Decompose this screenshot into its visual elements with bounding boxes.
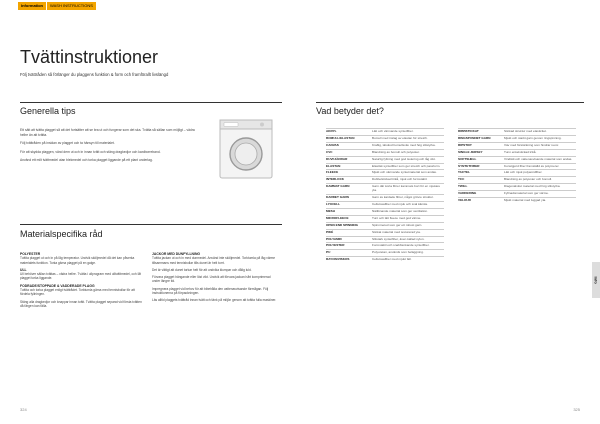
definition: Blandning av polyester och bomull. [504,177,552,182]
term: RAYON/VISKOS [326,257,350,262]
term: POLYAMID [326,236,342,241]
glossary-row [326,242,444,249]
glossary-row [458,135,576,142]
term: BOMULL/ELASTAN [326,135,355,140]
term: MICROFLEECE [326,215,349,220]
material-text: Stäng alla dragkedjor och knappar innan tvätt. Tvätta plagget separat vid första tvätten då färgen kan fälla. [20,299,142,308]
material-text: Läs alltid plaggets tvättråd innan tvätt och tänk på miljön genom att tvätta fulla maskiner. [152,298,277,303]
material-text: Tvätta plagget ut och in på låg temperatur. Undvik sköljmedel då det kan påverka materialets funktion. Torka gärna plagget på en galge. [20,256,135,265]
term: CANVAS [326,142,339,147]
materials-heading: Materialspecifika råd [20,229,103,239]
definition: Vindtätt och vattenavvisande material som andas. [504,156,573,161]
definition: Mjukt och värmande syntetmaterial som andas. [372,170,437,175]
term: DUVFJÄDRAR [326,156,348,161]
definition: Polyuretan, används som beläggning. [372,250,424,255]
glossary-row [458,197,576,204]
glossary-row [458,163,576,170]
header-topic: WASH INSTRUCTIONS [46,2,96,10]
definition: Mjukt och starkt garn genom ringspinning. [504,135,562,140]
symbols-heading: Vad betyder det? [316,106,384,116]
glossary-row [326,229,444,236]
material-heading: FODRADE/STOPPADE & VADDERADE PLAGG [20,283,95,288]
glossary-row [458,156,576,163]
definition: Cellulosafiber med mjuk och sval känsla. [372,201,428,206]
glossary-row [458,190,576,197]
glossary-row [326,249,444,256]
material-text: Tvätta jackan ut och in med dunmedel. Använd inte sköljmedel. Torktumla på låg värme tillsammans med tennisbollar tills dunet är helt torrt. [152,256,276,265]
term: MESH [326,208,335,213]
glossary-row [326,201,444,208]
glossary-row [326,163,444,170]
term: INTERLOCK [326,177,345,182]
term: KARDET GARN [326,195,349,200]
definition: Lätt och mjuk polyamidfiber. [504,170,543,175]
general-tip: Ett sätt att tvätta plagget så att det fortsätter att se bra ut och fungerar som det ska. Tvätta så sällan som möjligt – vädra hellre än att tvätta. [20,128,195,137]
glossary-row [326,222,444,229]
term: CVC [326,149,333,154]
definition: Lätt och värmande syntetfiber. [372,129,414,133]
glossary-row [458,176,576,183]
glossary-row [326,236,444,243]
page-title: Tvättinstruktioner [20,47,159,67]
page-header [18,2,96,10]
term: TACTEL [458,170,470,175]
glossary-row [326,194,444,201]
definition: Garn av kardade fibrer, något grövre struktur. [372,195,434,200]
general-tip: För att skydda plaggen, vänd dem ut och in innan tvätt och stäng dragkedjor och kardborreband. [20,149,161,154]
general-tips [20,128,200,163]
term: RIBBSTICKAT [458,129,479,133]
glossary-row [326,135,444,142]
glossary-row [326,256,444,263]
definition: Stickat material med texturerad yta. [372,229,421,234]
washing-machine-icon [214,116,278,180]
term: PU [326,250,331,255]
definition: Formstabil och snabbtorkande syntetfiber. [372,243,430,248]
definition: Garn där korta fibrer kammats bort för en mjukare yta. [372,184,441,193]
glossary-right [458,128,576,204]
term: VADDERING [458,191,477,196]
term: SOFTSHELL [458,156,477,161]
term: ELASTAN [326,163,341,168]
material-text: Impregnera plagget vid behov för att bibehålla den vattenavvisande förmågan. Följ instruktionerna på förpackningen. [152,286,269,296]
glossary-row [326,156,444,163]
term: SYNTETFIBER [458,163,480,168]
side-tab[interactable] [592,262,600,298]
definition: Tunt och lätt fleece med god värme. [372,215,422,220]
material-heading: POLYESTER [20,252,41,256]
definition: Väv med förstärkning som hindrar revor. [504,142,560,147]
definition: Naturlig fyllning med god isolering och låg vikt. [372,156,436,161]
term: KAMMAT GARN [326,184,350,189]
term: TWILL [458,184,468,189]
term: TCC [458,177,465,182]
term: POLYESTER [326,243,345,248]
glossary-row [458,149,576,156]
materials-right-column [152,250,278,306]
glossary-row [326,149,444,156]
definition: Dubbelstickad trikå, mjuk och formstabil. [372,177,428,182]
glossary-row [326,142,444,149]
page-number-left: 324 [20,407,27,412]
material-text: Förvara plagget hängande eller löst vikt. Undvik att förvara jackan hårt komprimerad under längre tid. [152,275,271,284]
term: OPEN END SPINNING [326,222,358,227]
definition: Elastisk syntetfiber som ger stretch och passform. [372,163,441,168]
term: FLEECE [326,170,339,175]
definition: Slitstark syntetfiber, även kallad nylon. [372,236,425,241]
term: LYOCELL [326,201,341,206]
term: PIKÉ [326,229,334,234]
definition: Nätliknande material som ger ventilation. [372,208,428,213]
materials-left-column [20,250,142,311]
definition: Bomull med inslag av elastan för stretch. [372,135,428,140]
glossary-row [326,208,444,215]
glossary-row [458,128,576,135]
page-subtitle: Följ tvättråden så förlänger du plaggens funktion & form och framförallt livslängd [20,72,169,77]
glossary-row [326,183,444,194]
page-number-right: 325 [573,407,580,412]
material-heading: JACKOR MED DUNFYLLNING [152,252,201,256]
term: VELOUR [458,198,471,203]
material-text: Det är viktigt att dunet torkar helt för att undvika klumpar och dålig lukt. [152,267,252,272]
glossary-row [326,176,444,183]
definition: Spinnmetod som ger ett robust garn. [372,222,423,227]
glossary-row [326,169,444,176]
term: RINGSPUNNET GARN [458,135,491,140]
glossary-row [458,169,576,176]
glossary-row [326,128,444,135]
general-tip: Följ tvättråden på insidan av plagget och ta hänsyn till materialet. [20,141,115,146]
definition: Blandning av bomull och polyester. [372,149,420,154]
material-text: Tvätta och torka plagget enligt tvättrådet. Torktumla gärna med tennisbollar för att fördela fyllningen. [20,288,135,297]
divider [316,102,584,103]
term: SINGLE JERSEY [458,149,483,154]
definition: Cellulosafiber med mjukt fall. [372,257,412,262]
divider [20,224,282,225]
definition: Kraftig, tätvävd bomullsväv med hög slitstyrka. [372,142,436,147]
definition: Mjukt material med luggad yta. [504,198,547,203]
side-tab-label: Info [593,276,599,284]
definition: Konstgjord fiber framställd av polymerer. [504,163,560,168]
general-heading: Generella tips [20,106,76,116]
definition: Diagonalvävt material med hög slitstyrka. [504,184,561,189]
definition: Stickad struktur med elasticitet. [504,129,547,133]
material-text: Ull behöver sällan tvättas – vädra hellre. Tvätta i ullprogram med ulltvättmedel, och låt plagget torka liggande. [20,272,141,281]
term: AKRYL [326,129,337,133]
term: RIPSTOP [458,142,472,147]
glossary-row [326,215,444,222]
glossary-left [326,128,444,263]
general-tip: Använd ett milt tvättmedel utan blekmedel och torka plagget liggande på ett plant underlag. [20,158,153,163]
glossary-row [458,142,576,149]
glossary-row [458,183,576,190]
definition: Fyllnadsmaterial som ger värme. [504,191,549,196]
material-heading: ULL [20,267,27,272]
header-section: Information [18,2,46,10]
definition: Tunn enkelstickad trikå. [504,149,537,154]
divider [20,102,282,103]
